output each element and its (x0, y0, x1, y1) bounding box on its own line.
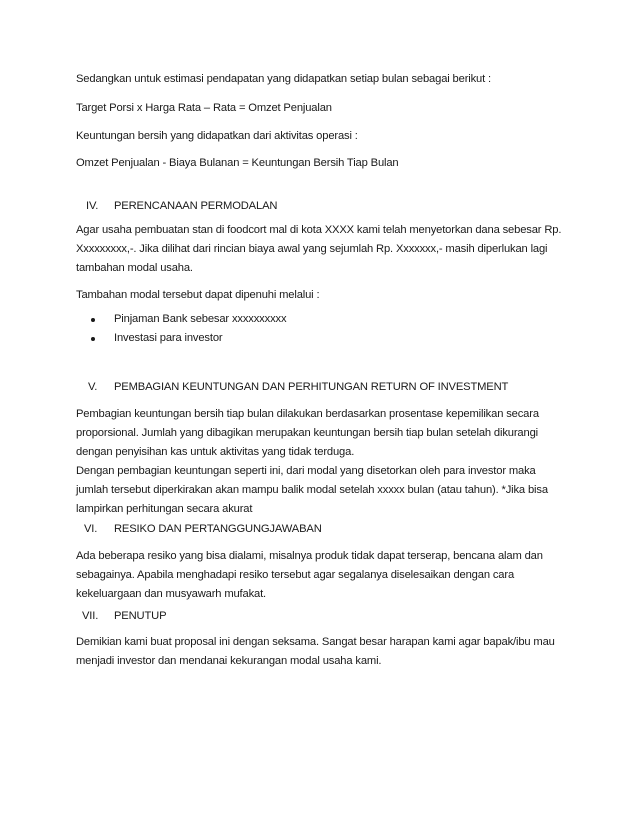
section-title: RESIKO DAN PERTANGGUNGJAWABAN (114, 523, 322, 535)
formula-omzet: Target Porsi x Harga Rata – Rata = Omzet Penjualan (76, 102, 332, 114)
intro-line: Keuntungan bersih yang didapatkan dari aktivitas operasi : (76, 130, 358, 142)
paragraph: Pembagian keuntungan bersih tiap bulan dilakukan berdasarkan prosentase kepemilikan secara proporsional. Jumlah yang dibagikan merupakan keuntungan bersih tiap bulan setelah dikurangi dengan penyisihan kas untuk aktivitas yang tidak terduga. (76, 408, 539, 458)
bullet-icon (91, 318, 95, 322)
section-number: VI. (84, 523, 98, 535)
list-item: Investasi para investor (88, 329, 286, 348)
list-item: Pinjaman Bank sebesar xxxxxxxxxx (88, 310, 286, 329)
section-title: PENUTUP (114, 610, 167, 622)
paragraph: Tambahan modal tersebut dapat dipenuhi melalui : (76, 289, 320, 301)
section-number: IV. (86, 200, 99, 212)
paragraph: Agar usaha pembuatan stan di foodcort mal di kota XXXX kami telah menyetorkan dana sebesar Rp. Xxxxxxxxx,-. Jika dilihat dari rincian biaya awal yang sejumlah Rp. Xxxxxxx,- masih diperlukan lagi tambahan modal usaha. (76, 224, 562, 274)
formula-keuntungan: Omzet Penjualan - Biaya Bulanan = Keuntungan Bersih Tiap Bulan (76, 157, 399, 169)
paragraph: Dengan pembagian keuntungan seperti ini, dari modal yang disetorkan oleh para investor maka jumlah tersebut diperkirakan akan mampu balik modal setelah xxxxx bulan (atau tahun). *Jika bisa lampirkan perhitungan secara akurat (76, 465, 548, 515)
section-title: PERENCANAAN PERMODALAN (114, 200, 278, 212)
section-title: PEMBAGIAN KEUNTUNGAN DAN PERHITUNGAN RETURN OF INVESTMENT (114, 381, 509, 393)
paragraph: Ada beberapa resiko yang bisa dialami, misalnya produk tidak dapat terserap, bencana alam dan sebagainya. Apabila menghadapi resiko tersebut agar segalanya diselesaikan dengan cara kekeluargaan dan musyawarh mufakat. (76, 550, 543, 600)
section-number: V. (88, 381, 98, 393)
bullet-list (88, 310, 286, 348)
paragraph: Demikian kami buat proposal ini dengan seksama. Sangat besar harapan kami agar bapak/ibu mau menjadi investor dan mendanai kekurangan modal usaha kami. (76, 636, 555, 667)
intro-line: Sedangkan untuk estimasi pendapatan yang didapatkan setiap bulan sebagai berikut : (76, 73, 491, 85)
bullet-icon (91, 337, 95, 341)
section-number: VII. (82, 610, 99, 622)
